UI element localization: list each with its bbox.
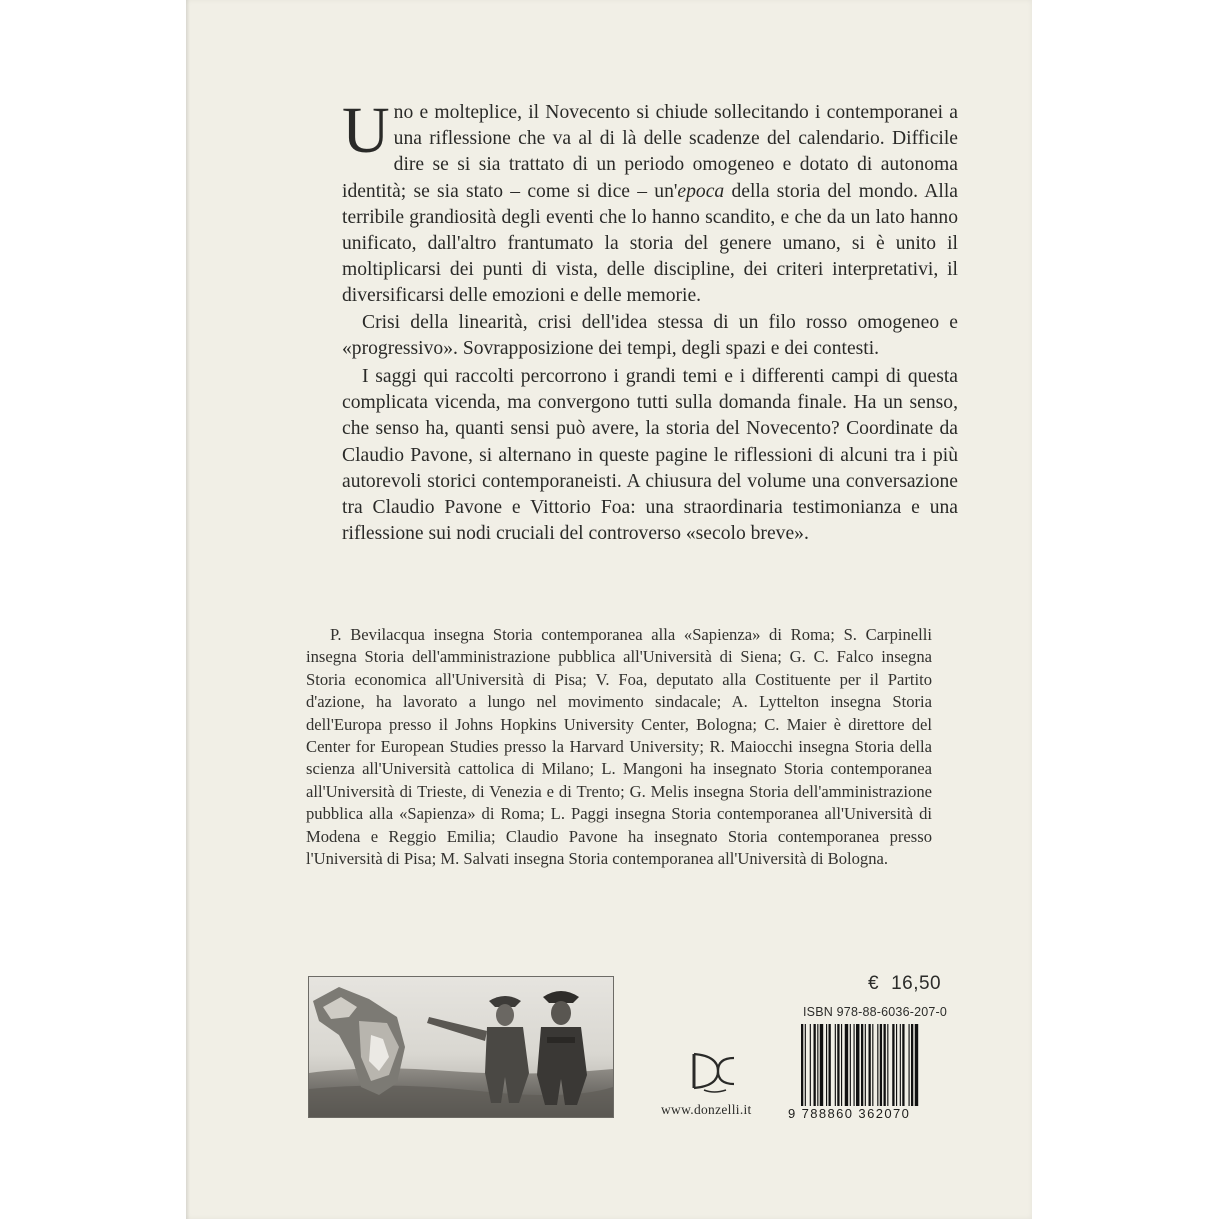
barcode-bar xyxy=(861,1024,863,1106)
barcode-bar xyxy=(805,1024,806,1106)
barcode-bar xyxy=(856,1024,859,1106)
barcode-bar xyxy=(801,1024,803,1106)
barcode-bar xyxy=(872,1024,873,1106)
barcode-bar xyxy=(829,1024,831,1106)
barcode-digits: 9 788860 362070 xyxy=(788,1106,911,1121)
barcode-icon xyxy=(801,1024,953,1106)
barcode-bar xyxy=(880,1024,882,1106)
barcode-bar xyxy=(810,1024,811,1106)
soldiers-photo-icon xyxy=(309,977,613,1117)
barcode-bar xyxy=(911,1024,913,1106)
barcode-bar xyxy=(900,1024,901,1106)
price-currency: € xyxy=(868,973,880,994)
barcode-bar xyxy=(884,1024,886,1106)
blurb-paragraph-1: Uno e molteplice, il Novecento si chiude sollecitando i contemporanei a una riflessione che va al di là delle scadenze del calendario. Difficile dire se si sia trattato di un periodo omogeneo e dotato di autonoma identità; se sia stato – come si dice – un'epoca della storia del mondo. Alla terribile grandiosità degli eventi che lo hanno scandito, e che da un lato hanno unificato, dall'altro frantumato la storia del genere umano, si è unito il moltiplicarsi dei punti di vista, delle discipline, dei criteri interpretativi, il diversificarsi delle emozioni e delle memorie. xyxy=(342,94,958,307)
barcode-bar xyxy=(850,1024,851,1106)
barcode-bar xyxy=(902,1024,904,1106)
barcode-bar xyxy=(845,1024,848,1106)
barcode-bar xyxy=(835,1024,836,1106)
price-amount: 16,50 xyxy=(891,973,942,994)
barcode-bar xyxy=(915,1024,918,1106)
barcode-bar xyxy=(814,1024,816,1106)
drop-cap: U xyxy=(342,94,390,167)
book-back-cover xyxy=(186,0,1032,1219)
blurb-text xyxy=(342,94,958,547)
barcode-bar xyxy=(841,1024,842,1106)
blurb-paragraph-2: Crisi della linearità, crisi dell'idea stessa di un filo rosso omogeneo e «progressivo». Sovrapposizione dei tempi, degli spazi e dei contesti. xyxy=(342,311,958,359)
publisher-website: www.donzelli.it xyxy=(661,1102,752,1117)
isbn: ISBN 978-88-6036-207-0 xyxy=(803,1005,948,1019)
barcode-bar xyxy=(854,1024,855,1106)
barcode-bar xyxy=(887,1024,888,1106)
barcode-bar xyxy=(909,1024,910,1106)
barcode-bar xyxy=(865,1024,866,1106)
barcode-bar xyxy=(896,1024,897,1106)
donzelli-logo-icon xyxy=(688,1050,740,1096)
price xyxy=(868,973,941,995)
barcode-bar xyxy=(892,1024,894,1106)
authors-bio: P. Bevilacqua insegna Storia contemporanea alla «Sapienza» di Roma; S. Carpinelli insegna Storia dell'amministrazione pubblica all'Università di Siena; G. C. Falco insegna Storia economica all'Università di Pisa; V. Foa, deputato alla Costituente per il Partito d'azione, ha lavorato a lungo nel movimento sindacale; A. Lyttelton insegna Storia dell'Europa presso il Johns Hopkins University Center, Bologna; C. Maier è direttore del Center for European Studies presso la Harvard University; R. Maiocchi insegna Storia della scienza all'Università cattolica di Milano; L. Mangoni ha insegnato Storia contemporanea all'Università di Trieste, di Venezia e di Trento; G. Melis insegna Storia dell'amministrazione pubblica alla «Sapienza» di Roma; L. Paggi insegna Storia contemporanea all'Università di Modena e Reggio Emilia; Claudio Pavone ha insegnato Storia contemporanea presso l'Università di Pisa; M. Salvati insegna Storia contemporanea all'Università di Bologna. xyxy=(306,625,932,869)
barcode-bar xyxy=(817,1024,818,1106)
barcode-bar xyxy=(837,1024,839,1106)
cover-edge-shadow xyxy=(186,0,190,1219)
barcode-bar xyxy=(869,1024,871,1106)
blurb-paragraph-3: I saggi qui raccolti percorrono i grandi temi e i differenti campi di questa complicata vicenda, ma convergono tutti sulla domanda finale. Ha un senso, che senso ha, quanti sensi può avere, la storia del Novecento? Coordinate da Claudio Pavone, si alternano in queste pagine le riflessioni di alcuni tra i più autorevoli storici contemporaneisti. A chiusura del volume una conversazione tra Claudio Pavone e Vittorio Foa: una straordinaria testimonianza e una riflessione sui nodi cruciali del controverso «secolo breve». xyxy=(342,366,958,545)
barcode-bar xyxy=(877,1024,878,1106)
cover-photo-soldiers xyxy=(308,976,614,1118)
barcode-bar xyxy=(820,1024,823,1106)
barcode-bar xyxy=(826,1024,827,1106)
